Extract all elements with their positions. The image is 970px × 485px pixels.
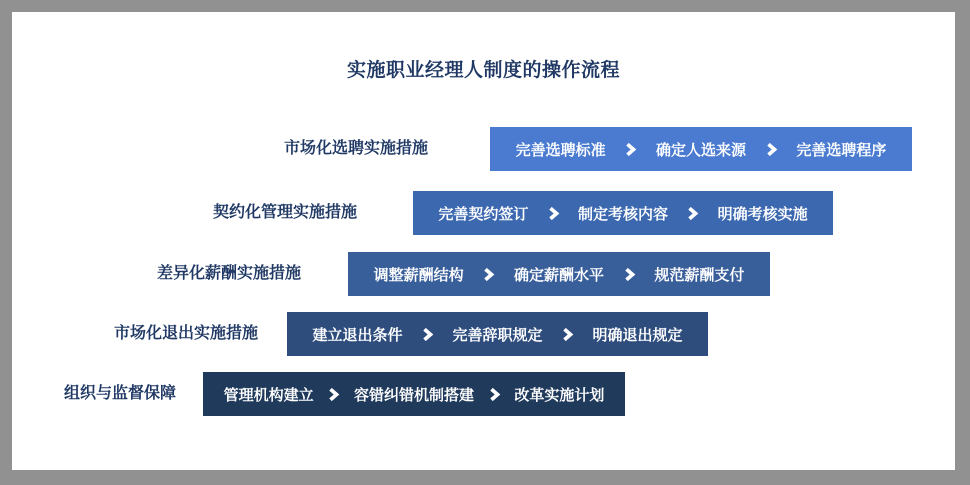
row-label-differential-salary: 差异化薪酬实施措施 <box>156 265 301 282</box>
step-label: 管理机构建立 <box>223 386 314 404</box>
row-label-market-exit: 市场化退出实施措施 <box>113 325 258 342</box>
step-label: 明确考核实施 <box>717 205 808 223</box>
step-label: 完善辞职规定 <box>452 326 543 344</box>
chevron-right-icon <box>623 142 638 157</box>
chevron-right-icon <box>326 387 341 402</box>
step-label: 确定薪酬水平 <box>513 266 604 284</box>
diagram-canvas <box>12 12 955 470</box>
chevron-right-icon <box>685 206 700 221</box>
row-label-contract-management: 契约化管理实施措施 <box>212 204 357 221</box>
step-label: 容错纠错机制搭建 <box>353 386 474 404</box>
process-bar-differential-salary <box>348 252 770 296</box>
diagram-title: 实施职业经理人制度的操作流程 <box>346 60 620 81</box>
chevron-right-icon <box>487 387 502 402</box>
step-label: 确定人选来源 <box>655 141 746 159</box>
step-label: 改革实施计划 <box>514 386 605 404</box>
process-bar-contract-management <box>413 191 833 235</box>
step-label: 明确退出规定 <box>592 326 683 344</box>
chevron-right-icon <box>622 267 637 282</box>
chevron-right-icon <box>481 267 496 282</box>
chevron-right-icon <box>546 206 561 221</box>
process-bar-organization-supervision <box>203 372 625 416</box>
process-bar-market-exit <box>287 312 708 356</box>
step-label: 完善契约签订 <box>438 205 529 223</box>
process-bar-market-selection <box>490 127 912 171</box>
chevron-right-icon <box>560 327 575 342</box>
step-label: 完善选聘程序 <box>796 141 887 159</box>
step-label: 调整薪酬结构 <box>373 266 464 284</box>
step-label: 建立退出条件 <box>312 326 403 344</box>
chevron-right-icon <box>764 142 779 157</box>
row-label-organization-supervision: 组织与监督保障 <box>63 385 176 402</box>
step-label: 制定考核内容 <box>577 205 668 223</box>
step-label: 规范薪酬支付 <box>654 266 745 284</box>
row-label-market-selection: 市场化选聘实施措施 <box>283 140 428 157</box>
chevron-right-icon <box>420 327 435 342</box>
step-label: 完善选聘标准 <box>515 141 606 159</box>
